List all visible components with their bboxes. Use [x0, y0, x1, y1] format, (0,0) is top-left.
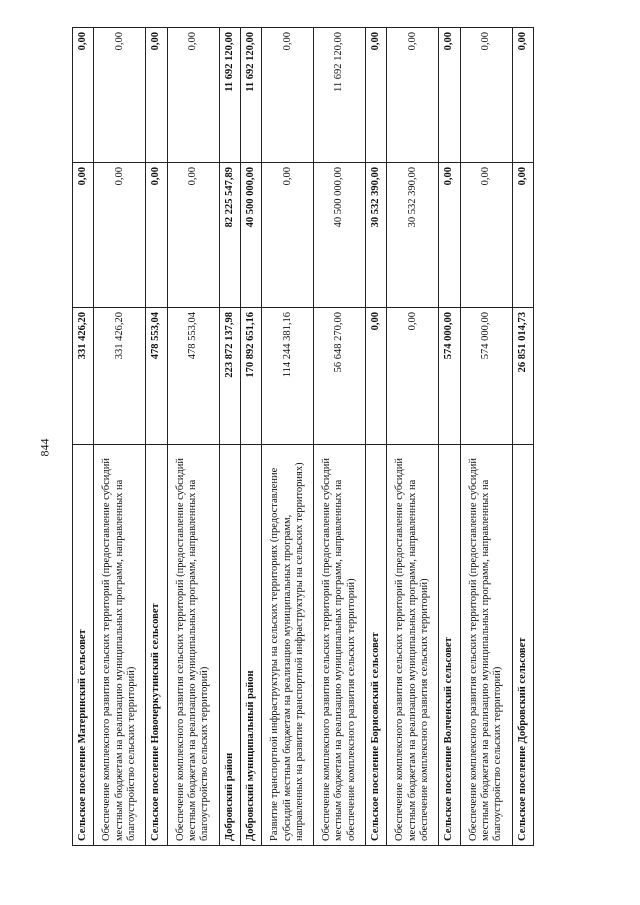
row-name-cell: Обеспечение комплексного развития сельских территорий (предоставление субсидий местным бюджетам на реализацию муниципальных программ, направленных на благоустройство сельских территорий) [460, 445, 512, 846]
value-cell-2: 0,00 [262, 163, 314, 308]
table-row [387, 28, 439, 846]
value-cell-1: 56 648 270,00 [314, 308, 366, 445]
value-cell-3: 11 692 120,00 [314, 28, 366, 163]
table-body [73, 28, 534, 846]
value-cell-2: 82 225 547,89 [219, 163, 240, 308]
table-row [167, 28, 219, 846]
value-cell-1: 331 426,20 [94, 308, 146, 445]
value-cell-1: 170 892 651,16 [240, 308, 261, 445]
value-cell-3: 11 692 120,00 [240, 28, 261, 163]
section-row [512, 28, 534, 846]
value-cell-1: 574 000,00 [460, 308, 512, 445]
row-name-cell: Сельское поселение Волченский сельсовет [439, 445, 460, 846]
table-row [460, 28, 512, 846]
row-name-cell: Развитие транспортной инфраструктуры на сельских территориях (предоставление субсидий местным бюджетам на реализацию муниципальных программ, направленных на развитие транспортной инфраструктуры на сельских территориях) [262, 445, 314, 846]
value-cell-2: 0,00 [460, 163, 512, 308]
value-cell-3: 0,00 [262, 28, 314, 163]
page-number: 844 [37, 438, 52, 457]
value-cell-1: 478 553,04 [146, 308, 167, 445]
value-cell-3: 0,00 [146, 28, 167, 163]
section-row [73, 28, 94, 846]
value-cell-1: 478 553,04 [167, 308, 219, 445]
row-name-cell: Добровский район [219, 445, 240, 846]
value-cell-3: 0,00 [366, 28, 387, 163]
table-row [262, 28, 314, 846]
value-cell-1: 0,00 [366, 308, 387, 445]
value-cell-3: 0,00 [512, 28, 534, 163]
value-cell-1: 331 426,20 [73, 308, 94, 445]
row-name-cell: Сельское поселение Материнский сельсовет [73, 445, 94, 846]
row-name-cell: Сельское поселение Новочеркутинский сельсовет [146, 445, 167, 846]
value-cell-2: 30 532 390,00 [366, 163, 387, 308]
row-name-cell: Обеспечение комплексного развития сельских территорий (предоставление субсидий местным бюджетам на реализацию муниципальных программ, направленных на обеспечение комплексного развития сельских территорий) [387, 445, 439, 846]
value-cell-1: 223 872 137,98 [219, 308, 240, 445]
value-cell-2: 0,00 [167, 163, 219, 308]
section-row [146, 28, 167, 846]
value-cell-2: 0,00 [146, 163, 167, 308]
table-row [94, 28, 146, 846]
table-row [314, 28, 366, 846]
section-row [240, 28, 261, 846]
value-cell-2: 40 500 000,00 [314, 163, 366, 308]
value-cell-3: 0,00 [460, 28, 512, 163]
value-cell-3: 11 692 120,00 [219, 28, 240, 163]
row-name-cell: Обеспечение комплексного развития сельских территорий (предоставление субсидий местным бюджетам на реализацию муниципальных программ, направленных на благоустройство сельских территорий) [94, 445, 146, 846]
value-cell-3: 0,00 [387, 28, 439, 163]
row-name-cell: Добровский муниципальный район [240, 445, 261, 846]
section-row [366, 28, 387, 846]
value-cell-3: 0,00 [94, 28, 146, 163]
row-name-cell: Сельское поселение Борисовский сельсовет [366, 445, 387, 846]
value-cell-2: 30 532 390,00 [387, 163, 439, 308]
value-cell-3: 0,00 [167, 28, 219, 163]
section-row [439, 28, 460, 846]
row-name-cell: Обеспечение комплексного развития сельских территорий (предоставление субсидий местным бюджетам на реализацию муниципальных программ, направленных на обеспечение комплексного развития сельских территорий) [314, 445, 366, 846]
value-cell-3: 0,00 [439, 28, 460, 163]
value-cell-2: 40 500 000,00 [240, 163, 261, 308]
value-cell-1: 114 244 381,16 [262, 308, 314, 445]
value-cell-1: 0,00 [387, 308, 439, 445]
value-cell-2: 0,00 [94, 163, 146, 308]
row-name-cell: Сельское поселение Добровский сельсовет [512, 445, 534, 846]
value-cell-3: 0,00 [73, 28, 94, 163]
value-cell-1: 26 851 014,73 [512, 308, 534, 445]
rotated-page [72, 32, 534, 846]
section-row [219, 28, 240, 846]
row-name-cell: Обеспечение комплексного развития сельских территорий (предоставление субсидий местным бюджетам на реализацию муниципальных программ, направленных на благоустройство сельских территорий) [167, 445, 219, 846]
budget-table [72, 27, 534, 846]
value-cell-2: 0,00 [439, 163, 460, 308]
value-cell-2: 0,00 [73, 163, 94, 308]
value-cell-1: 574 000,00 [439, 308, 460, 445]
value-cell-2: 0,00 [512, 163, 534, 308]
